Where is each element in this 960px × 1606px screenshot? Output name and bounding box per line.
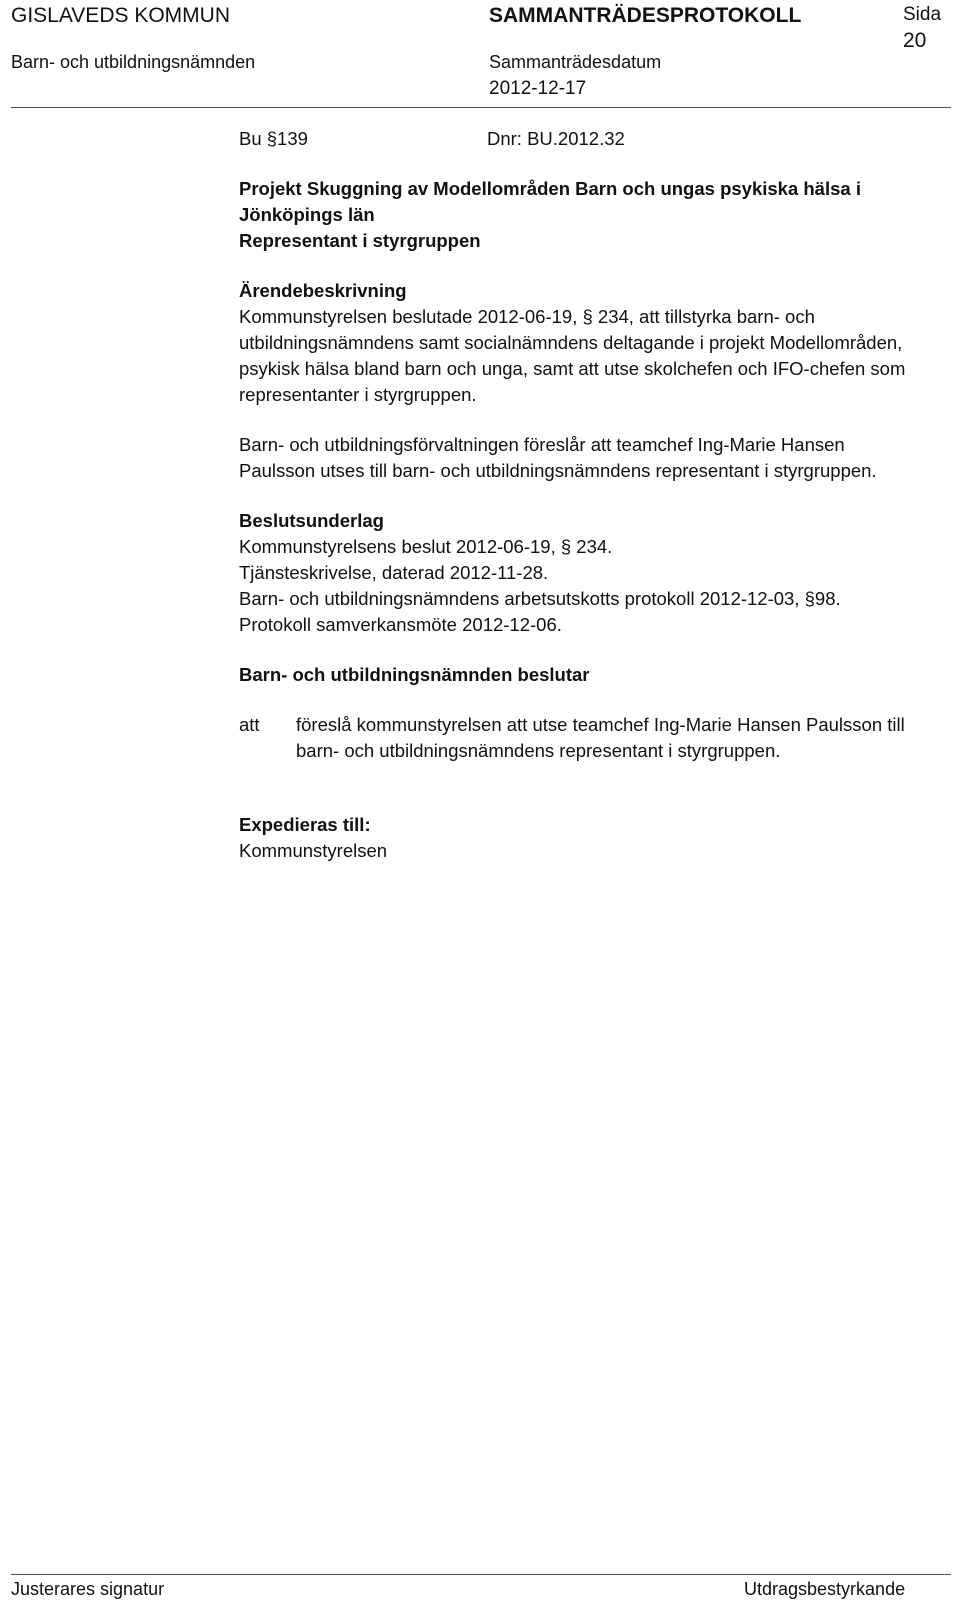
decision-line: barn- och utbildningsnämndens representant i styrgruppen. (296, 740, 781, 761)
case-paragraph: Bu §139 (239, 128, 308, 149)
description-heading: Ärendebeskrivning (239, 280, 407, 301)
decision-heading: Barn- och utbildningsnämnden beslutar (239, 664, 590, 685)
dispatch-recipient: Kommunstyrelsen (239, 840, 388, 861)
proposal-line: Barn- och utbildningsförvaltningen föreslår att teamchef Ing-Marie Hansen (239, 434, 845, 455)
decision-text (296, 712, 960, 764)
description-line: representanter i styrgruppen. (239, 384, 477, 405)
dispatch-heading: Expedieras till: (239, 814, 371, 835)
extract-certification-label: Utdragsbestyrkande (744, 1579, 906, 1599)
meeting-date-label: Sammanträdesdatum (489, 52, 662, 72)
description-line: psykisk hälsa bland barn och unga, samt att utse skolchefen och IFO-chefen som (239, 358, 906, 379)
description-line: utbildningsnämndens samt socialnämndens deltagande i projekt Modellområden, (239, 332, 903, 353)
decision-line: föreslå kommunstyrelsen att utse teamchef Ing-Marie Hansen Paulsson till (296, 714, 905, 735)
basis-item: Tjänsteskrivelse, daterad 2012-11-28. (239, 562, 549, 583)
decision-clause (239, 712, 960, 764)
basis-item: Protokoll samverkansmöte 2012-12-06. (239, 614, 562, 635)
case-title (239, 176, 960, 254)
header-divider (11, 107, 951, 108)
footer-divider (11, 1574, 951, 1575)
basis-item: Kommunstyrelsens beslut 2012-06-19, § 234. (239, 536, 613, 557)
committee-name: Barn- och utbildningsnämnden (11, 52, 256, 72)
organization-name: GISLAVEDS KOMMUN (11, 4, 230, 27)
proposal-line: Paulsson utses till barn- och utbildningsnämndens representant i styrgruppen. (239, 460, 877, 481)
meeting-date: 2012-12-17 (489, 78, 587, 99)
adjuster-signature-label: Justerares signatur (11, 1579, 165, 1599)
basis-item: Barn- och utbildningsnämndens arbetsutskotts protokoll 2012-12-03, §98. (239, 588, 841, 609)
case-title-line: Representant i styrgruppen (239, 230, 481, 251)
basis-heading: Beslutsunderlag (239, 510, 384, 531)
document-type: SAMMANTRÄDESPROTOKOLL (489, 4, 802, 27)
case-reference-row (239, 126, 960, 152)
page-label: Sida (903, 4, 942, 25)
page-number: 20 (903, 29, 927, 52)
protocol-body (239, 126, 960, 864)
decision-att: att (239, 714, 260, 735)
case-dnr: Dnr: BU.2012.32 (487, 128, 625, 149)
case-title-line: Jönköpings län (239, 204, 375, 225)
description-line: Kommunstyrelsen beslutade 2012-06-19, § 234, att tillstyrka barn- och (239, 306, 815, 327)
case-title-line: Projekt Skuggning av Modellområden Barn och ungas psykiska hälsa i (239, 178, 861, 199)
